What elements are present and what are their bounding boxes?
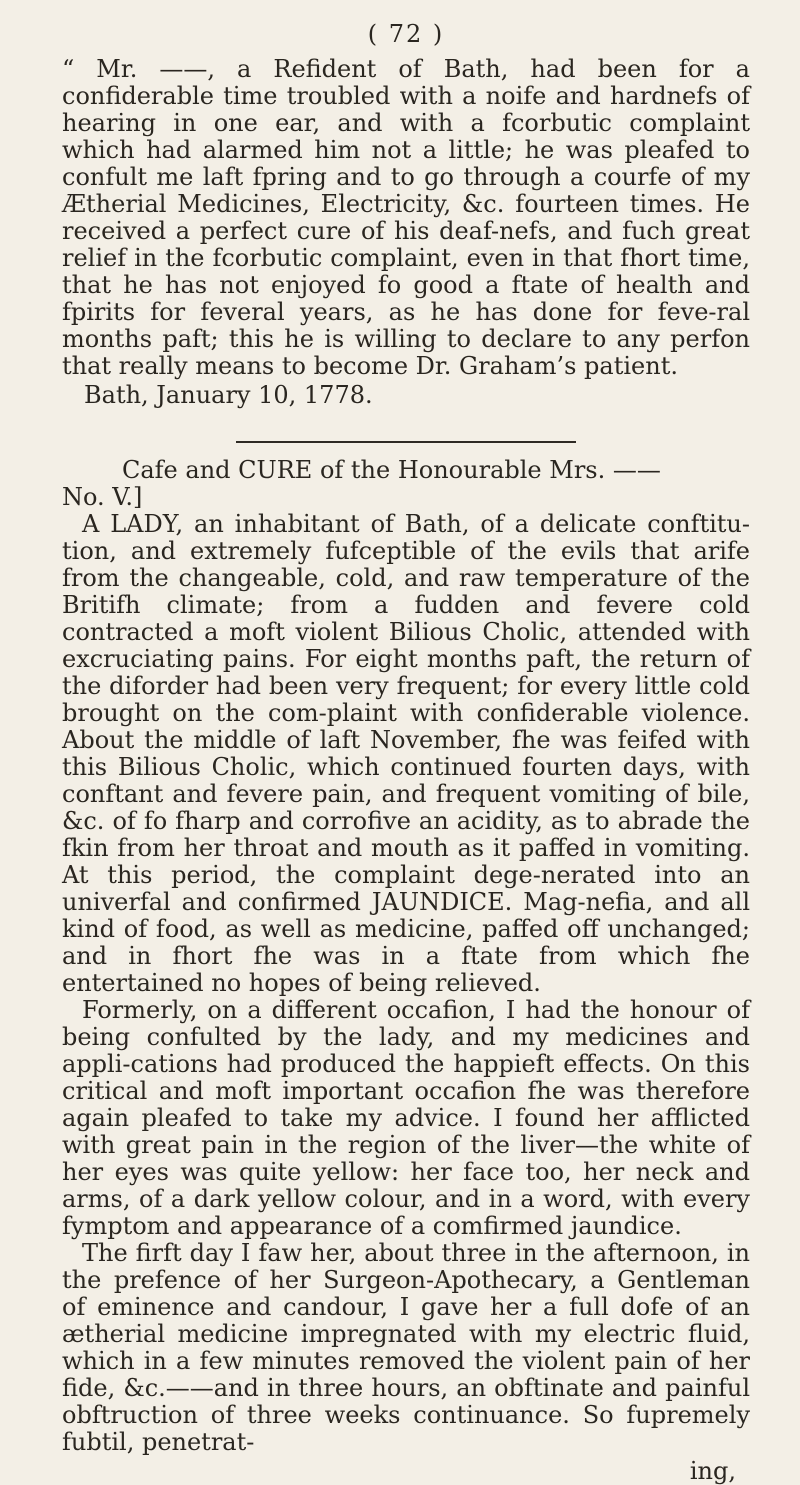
letter-dateline: Bath, January 10, 1778.: [84, 381, 373, 409]
testimonial-letter: “ Mr. ——, a Refident of Bath, had been for a confiderable time troubled with a noife and hardnefs of hearing in one ear, and with a fcorbutic complaint which had alarmed him not a little; he was pleafed to confult me laft fpring and to go through a courfe of my Ætherial Medicines, Electricity, &c. fourteen times. He received a perfect cure of his deaf-nefs, and fuch great relief in the fcorbutic complaint, even in that fhort time, that he has not enjoyed fo good a ftate of health and fpirits for feveral years, as he has done for feve-ral months paft; this he is willing to declare to any perfon that really means to become Dr. Graham’s patient.: [62, 55, 750, 380]
catchword: ing,: [689, 1457, 736, 1485]
case-paragraph-2: Formerly, on a different occafion, I had the honour of being confulted by the lady, and my medicines and appli-cations had produced the happieft effects. On this critical and moft important occafion fhe was therefore again pleafed to take my advice. I found her afflicted with great pain in the region of the liver—the white of her eyes was quite yellow: her face too, her neck and arms, of a dark yellow colour, and in a word, with every fymptom and appearance of a comfirmed jaundice.: [62, 996, 750, 1240]
case-title: Cafe and CURE of the Honourable Mrs. ——: [122, 456, 661, 484]
case-number: No. V.]: [62, 483, 143, 511]
case-paragraph-1: A LADY, an inhabitant of Bath, of a delicate conftitu-tion, and extremely fufceptible of the evils that arife from the changeable, cold, and raw temperature of the Britifh climate; from a fudden and fevere cold contracted a moft violent Bilious Cholic, attended with excruciating pains. For eight months paft, the return of the diforder had been very frequent; for every little cold brought on the com-plaint with confiderable violence. About the middle of laft November, fhe was feifed with this Bilious Cholic, which continued fourten days, with conftant and fevere pain, and frequent vomiting of bile, &c. of fo fharp and corrofive an acidity, as to abrade the fkin from her throat and mouth as it paffed in vomiting. At this period, the complaint dege-nerated into an univerfal and confirmed JAUNDICE. Mag-nefia, and all kind of food, as well as medicine, paffed off unchanged; and in fhort fhe was in a ftate from which fhe entertained no hopes of being relieved.: [62, 510, 750, 997]
case-paragraph-3: The firft day I faw her, about three in the afternoon, in the prefence of her Surgeon-Apothecary, a Gentleman of eminence and candour, I gave her a full dofe of an ætherial medicine impregnated with my electric fluid, which in a few minutes removed the violent pain of her fide, &c.——and in three hours, an obftinate and painful obftruction of three weeks continuance. So fupremely fubtil, penetrat-: [62, 1239, 750, 1456]
page-number: ( 72 ): [367, 20, 445, 48]
section-divider: [236, 441, 576, 443]
